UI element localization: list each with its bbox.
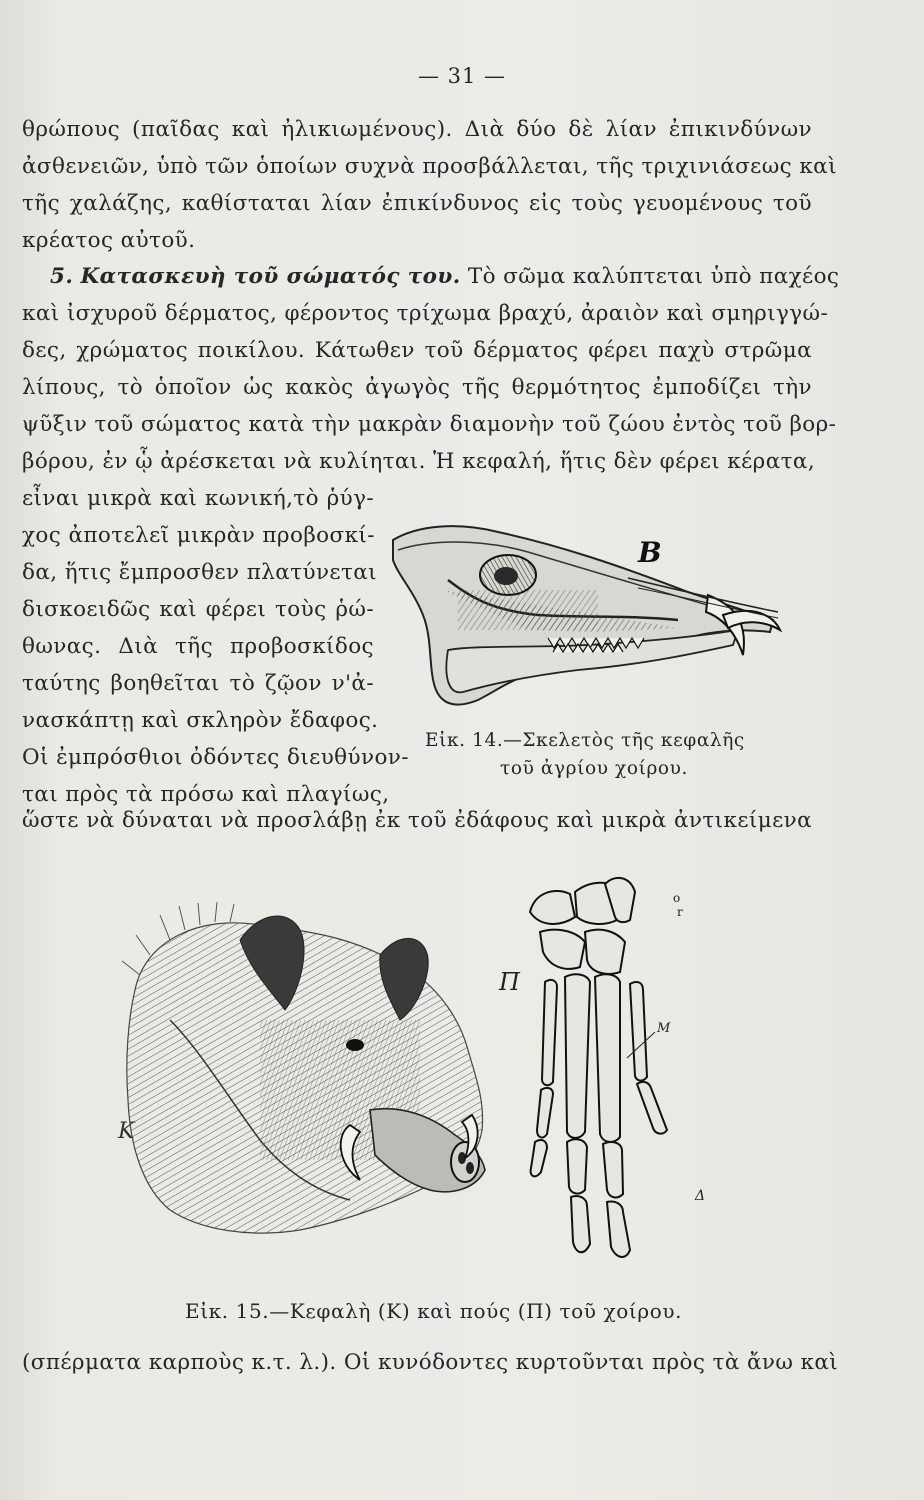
figure-label-head: K <box>118 1119 135 1144</box>
text-line: (σπέρματα καρποὺς κ.τ. λ.). Οἱ κυνόδοντες κυρτοῦνται πρὸς τὰ ἄνω καὶ <box>22 1350 839 1375</box>
pig-foot-skeleton-illustration <box>495 872 725 1267</box>
figure-label-r: r <box>677 905 683 919</box>
figure-label-d: Δ <box>695 1188 706 1204</box>
text-line: δες, χρώματος ποικίλου. Κάτωθεν τοῦ δέρματος φέρει παχὺ στρῶμα <box>22 338 812 363</box>
section-heading-line <box>50 262 840 292</box>
page-number: — 31 — <box>417 64 507 88</box>
section-number: 5. <box>50 264 74 289</box>
boar-skull-illustration <box>388 520 783 715</box>
section-heading: Κατασκευὴ τοῦ σώματός του. <box>80 264 461 289</box>
text-line: νασκάπτῃ καὶ σκληρὸν ἔδαφος. <box>22 708 379 733</box>
text-line: δισκοειδῶς καὶ φέρει τοὺς ῥώ- <box>22 597 374 622</box>
boar-head-illustration <box>110 900 500 1245</box>
text-line: Οἱ ἐμπρόσθιοι ὀδόντες διευθύνον- <box>22 745 409 770</box>
text-run: Τὸ σῶμα καλύπτεται ὑπὸ παχέος <box>467 264 840 289</box>
text-line: λίπους, τὸ ὁποῖον ὡς κακὸς ἀγωγὸς τῆς θερμότητος ἐμποδίζει τὴν <box>22 375 812 400</box>
text-line: θρώπους (παῖδας καὶ ἠλικιωμένους). Διὰ δύο δὲ λίαν ἐπικινδύνων <box>22 117 812 142</box>
figure-label-top: ο <box>673 891 681 905</box>
text-line: εἶναι μικρὰ καὶ κωνική,τὸ ῥύγ- <box>22 486 374 511</box>
text-line: ψῦξιν τοῦ σώματος κατὰ τὴν μακρὰν διαμονὴν τοῦ ζώου ἐντὸς τοῦ βορ- <box>22 412 837 437</box>
text-line: ἀσθενειῶν, ὑπὸ τῶν ὁποίων συχνὰ προσβάλλεται, τῆς τριχινιάσεως καὶ <box>22 154 837 179</box>
figure-letter: B <box>638 536 662 569</box>
figure14-caption-line2: τοῦ ἀγρίου χοίρου. <box>500 758 688 779</box>
text-line: ὥστε νὰ δύναται νὰ προσλάβῃ ἐκ τοῦ ἐδάφους καὶ μικρὰ ἀντικείμενα <box>22 808 812 833</box>
text-line: θωνας. Διὰ τῆς προβοσκίδος <box>22 634 374 659</box>
figure-label-foot: Π <box>499 968 520 996</box>
text-line: ται πρὸς τὰ πρόσω καὶ πλαγίως, <box>22 782 390 807</box>
text-line: βόρου, ἐν ᾧ ἀρέσκεται νὰ κυλίηται. Ἡ κεφαλή, ἥτις δὲν φέρει κέρατα, <box>22 449 816 474</box>
text-line: δα, ἥτις ἔμπροσθεν πλατύνεται <box>22 560 377 585</box>
text-line: τῆς χαλάζης, καθίσταται λίαν ἐπικίνδυνος εἰς τοὺς γευομένους τοῦ <box>22 191 812 216</box>
text-line: χος ἀποτελεῖ μικρὰν προβοσκί- <box>22 523 375 548</box>
text-line: καὶ ἰσχυροῦ δέρματος, φέροντος τρίχωμα βραχύ, ἀραιὸν καὶ σμηριγγώ- <box>22 301 829 326</box>
figure15-caption: Εἰκ. 15.—Κεφαλὴ (Κ) καὶ πούς (Π) τοῦ χοίρου. <box>185 1299 683 1323</box>
text-line: κρέατος αὐτοῦ. <box>22 228 196 253</box>
text-line: ταύτης βοηθεῖται τὸ ζῷον ν'ἀ- <box>22 671 374 696</box>
figure14-caption-line1: Εἰκ. 14.—Σκελετὸς τῆς κεφαλῆς <box>425 730 745 751</box>
figure-label-m: M <box>657 1021 671 1036</box>
